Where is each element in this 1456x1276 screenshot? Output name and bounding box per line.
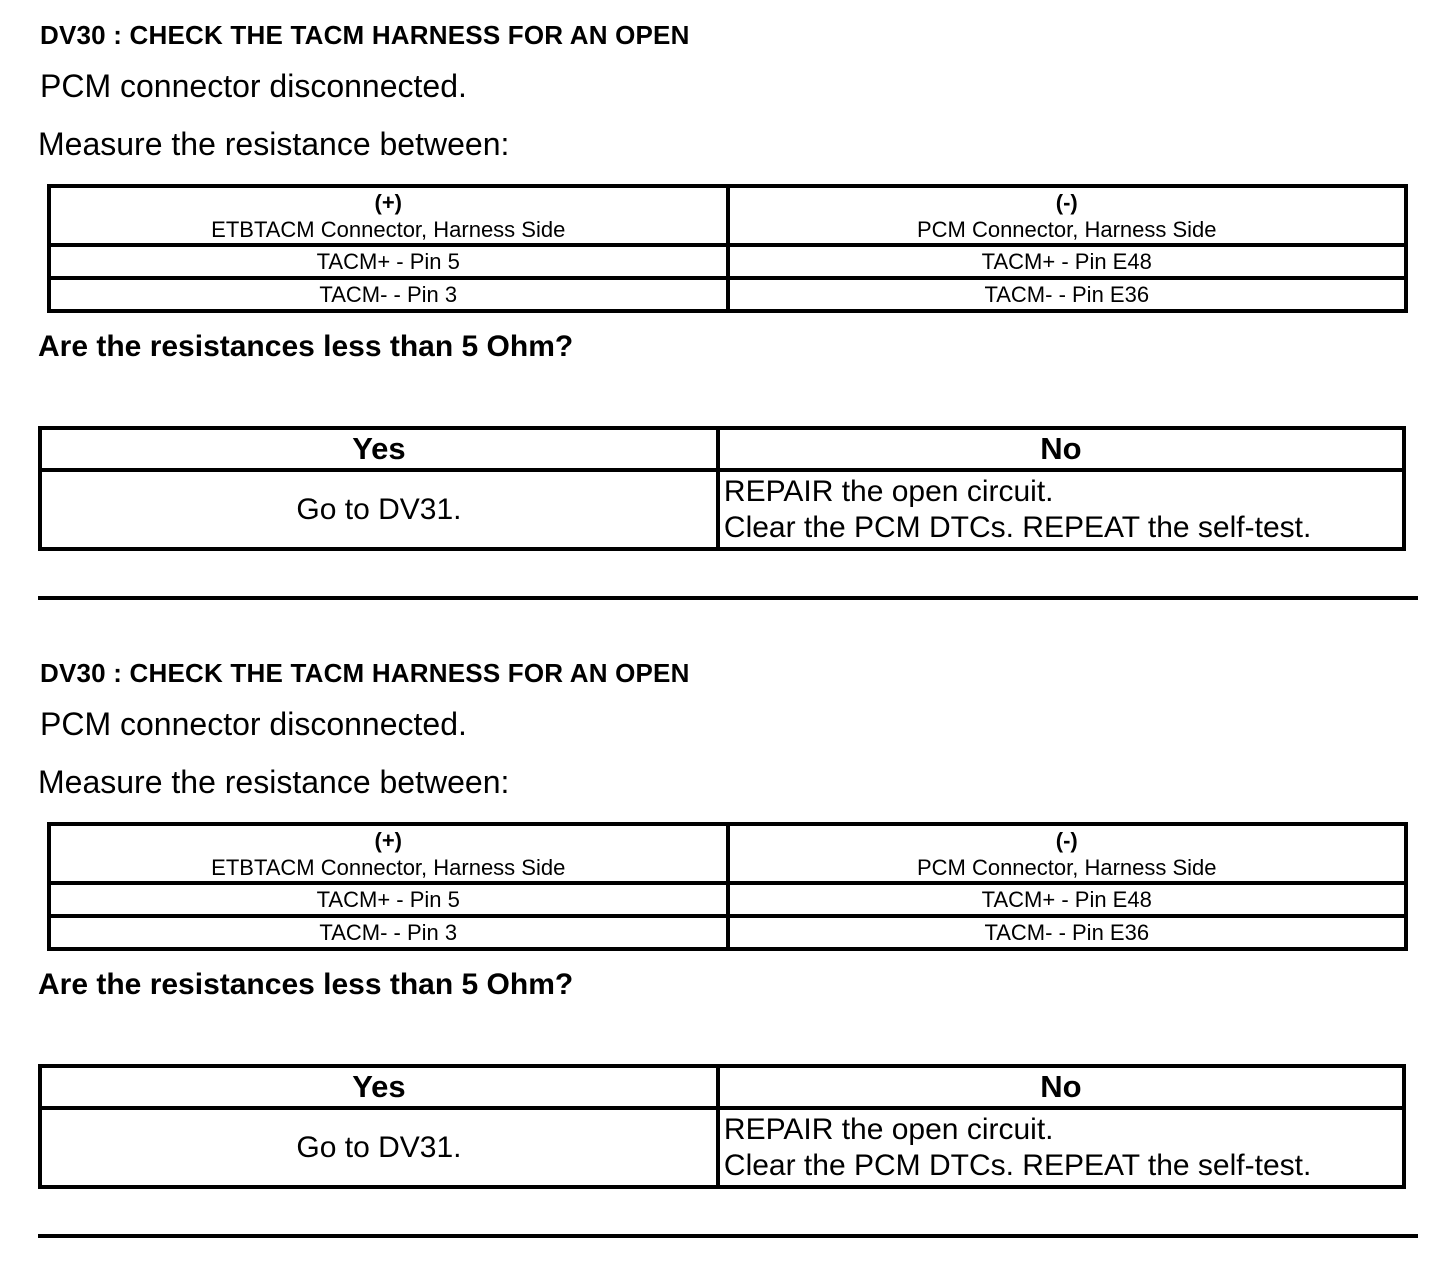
negative-pin-cell: TACM+ - Pin E48 (728, 883, 1407, 916)
negative-probe-header (728, 186, 1407, 245)
answer-table (38, 426, 1406, 551)
table-row (49, 278, 1406, 311)
table-row (49, 883, 1406, 916)
step-condition: PCM connector disconnected. (40, 706, 467, 742)
positive-pin-cell: TACM- - Pin 3 (49, 916, 728, 949)
negative-probe-header (728, 824, 1407, 883)
yes-action: Go to DV31. (40, 470, 718, 549)
pin-measurement-table (47, 184, 1408, 313)
no-action (718, 470, 1404, 549)
positive-connector-label: ETBTACM Connector, Harness Side (211, 854, 566, 880)
positive-probe-header (49, 824, 728, 883)
step-question: Are the resistances less than 5 Ohm? (38, 968, 574, 1001)
answer-body-row (40, 1108, 1404, 1187)
test-step-section-2 (0, 638, 1456, 1276)
positive-pin-cell: TACM- - Pin 3 (49, 278, 728, 311)
yes-header: Yes (40, 428, 718, 470)
no-action (718, 1108, 1404, 1187)
negative-pin-cell: TACM- - Pin E36 (728, 916, 1407, 949)
table-row (49, 245, 1406, 278)
answer-table (38, 1064, 1406, 1189)
pin-table-header-row (49, 186, 1406, 245)
step-instruction: Measure the resistance between: (38, 126, 510, 162)
negative-pin-cell: TACM+ - Pin E48 (728, 245, 1407, 278)
positive-pin-cell: TACM+ - Pin 5 (49, 883, 728, 916)
no-action-line-1: REPAIR the open circuit. (723, 474, 1054, 508)
step-heading: DV30 : CHECK THE TACM HARNESS FOR AN OPEN (40, 20, 690, 50)
negative-pin-cell: TACM- - Pin E36 (728, 278, 1407, 311)
negative-symbol: (-) (1055, 189, 1078, 215)
positive-pin-cell: TACM+ - Pin 5 (49, 245, 728, 278)
pin-measurement-table (47, 822, 1408, 951)
section-divider (38, 1234, 1418, 1238)
positive-symbol: (+) (374, 827, 402, 853)
step-instruction: Measure the resistance between: (38, 764, 510, 800)
positive-connector-label: ETBTACM Connector, Harness Side (211, 216, 566, 242)
no-action-line-1: REPAIR the open circuit. (723, 1112, 1054, 1146)
answer-header-row (40, 1066, 1404, 1108)
answer-body-row (40, 470, 1404, 549)
section-divider (38, 596, 1418, 600)
positive-probe-header (49, 186, 728, 245)
no-action-line-2: Clear the PCM DTCs. REPEAT the self-test. (723, 1148, 1312, 1182)
step-question: Are the resistances less than 5 Ohm? (38, 330, 574, 363)
table-row (49, 916, 1406, 949)
answer-header-row (40, 428, 1404, 470)
positive-symbol: (+) (374, 189, 402, 215)
negative-symbol: (-) (1055, 827, 1078, 853)
pin-table-header-row (49, 824, 1406, 883)
negative-connector-label: PCM Connector, Harness Side (916, 854, 1217, 880)
no-header: No (718, 1066, 1404, 1108)
step-condition: PCM connector disconnected. (40, 68, 467, 104)
no-header: No (718, 428, 1404, 470)
yes-action: Go to DV31. (40, 1108, 718, 1187)
negative-connector-label: PCM Connector, Harness Side (916, 216, 1217, 242)
yes-header: Yes (40, 1066, 718, 1108)
step-heading: DV30 : CHECK THE TACM HARNESS FOR AN OPEN (40, 658, 690, 688)
no-action-line-2: Clear the PCM DTCs. REPEAT the self-test. (723, 510, 1312, 544)
